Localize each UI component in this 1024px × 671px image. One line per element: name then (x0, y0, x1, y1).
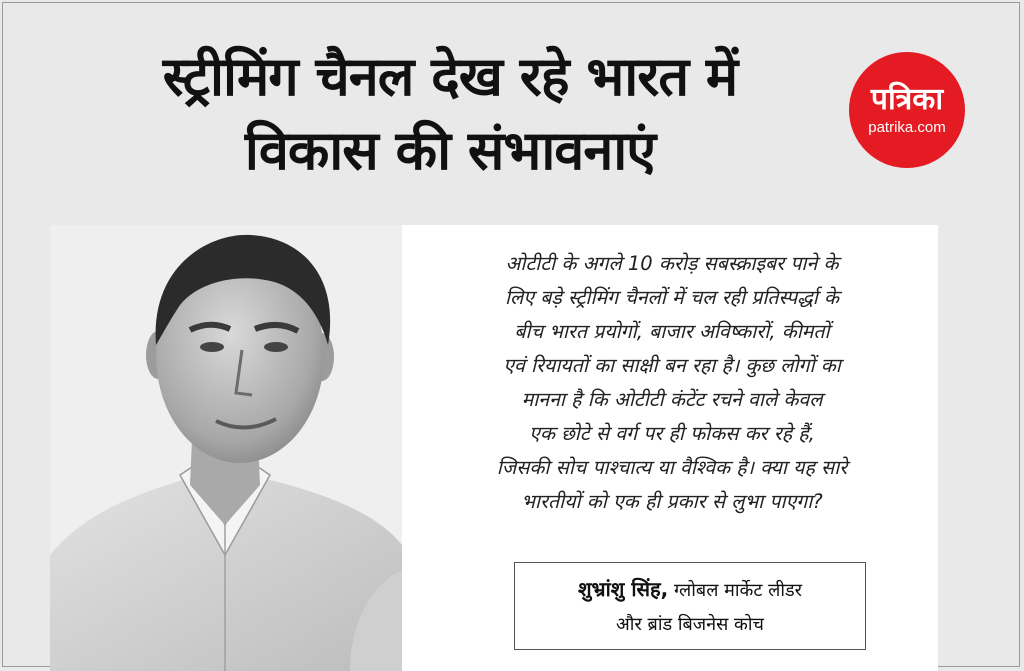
author-name: शुभ्रांशु सिंह, (577, 577, 669, 601)
quote-line: ओटीटी के अगले 10 करोड़ सबस्क्राइबर पाने के (505, 252, 839, 275)
portrait-illustration (50, 225, 402, 671)
portrait-photo (50, 225, 402, 671)
author-role: ग्लोबल मार्केट लीडर (668, 580, 803, 601)
patrika-logo (849, 52, 965, 168)
quote-line: बीच भारत प्रयोगों, बाजार अविष्कारों, कीमतों (514, 320, 830, 343)
quote-line: एवं रियायतों का साक्षी बन रहा है। कुछ लोगों का (503, 354, 841, 377)
quote-line: मानना है कि ओटीटी कंटेंट रचने वाले केवल (521, 388, 823, 411)
headline-line-1: स्ट्रीमिंग चैनल देख रहे भारत में (162, 45, 738, 108)
byline-line-1 (515, 572, 865, 608)
quote-line: एक छोटे से वर्ग पर ही फोकस कर रहे हैं, (529, 422, 815, 445)
logo-brand: पत्रिका (870, 82, 944, 117)
byline-box (514, 562, 866, 650)
quote-line: भारतीयों को एक ही प्रकार से लुभा पाएगा? (521, 490, 823, 513)
logo-domain: patrika.com (868, 119, 946, 136)
headline (70, 40, 830, 188)
quote-text (430, 247, 914, 519)
headline-line-2: विकास की संभावनाएं (244, 119, 656, 182)
quote-line: जिसकी सोच पाश्चात्य या वैश्विक है। क्या यह सारे (496, 456, 848, 479)
byline-line-2: और ब्रांड बिजनेस कोच (616, 614, 764, 635)
quote-panel (402, 225, 938, 671)
quote-line: लिए बड़े स्ट्रीमिंग चैनलों में चल रही प्रतिस्पर्द्धा के (504, 286, 839, 309)
